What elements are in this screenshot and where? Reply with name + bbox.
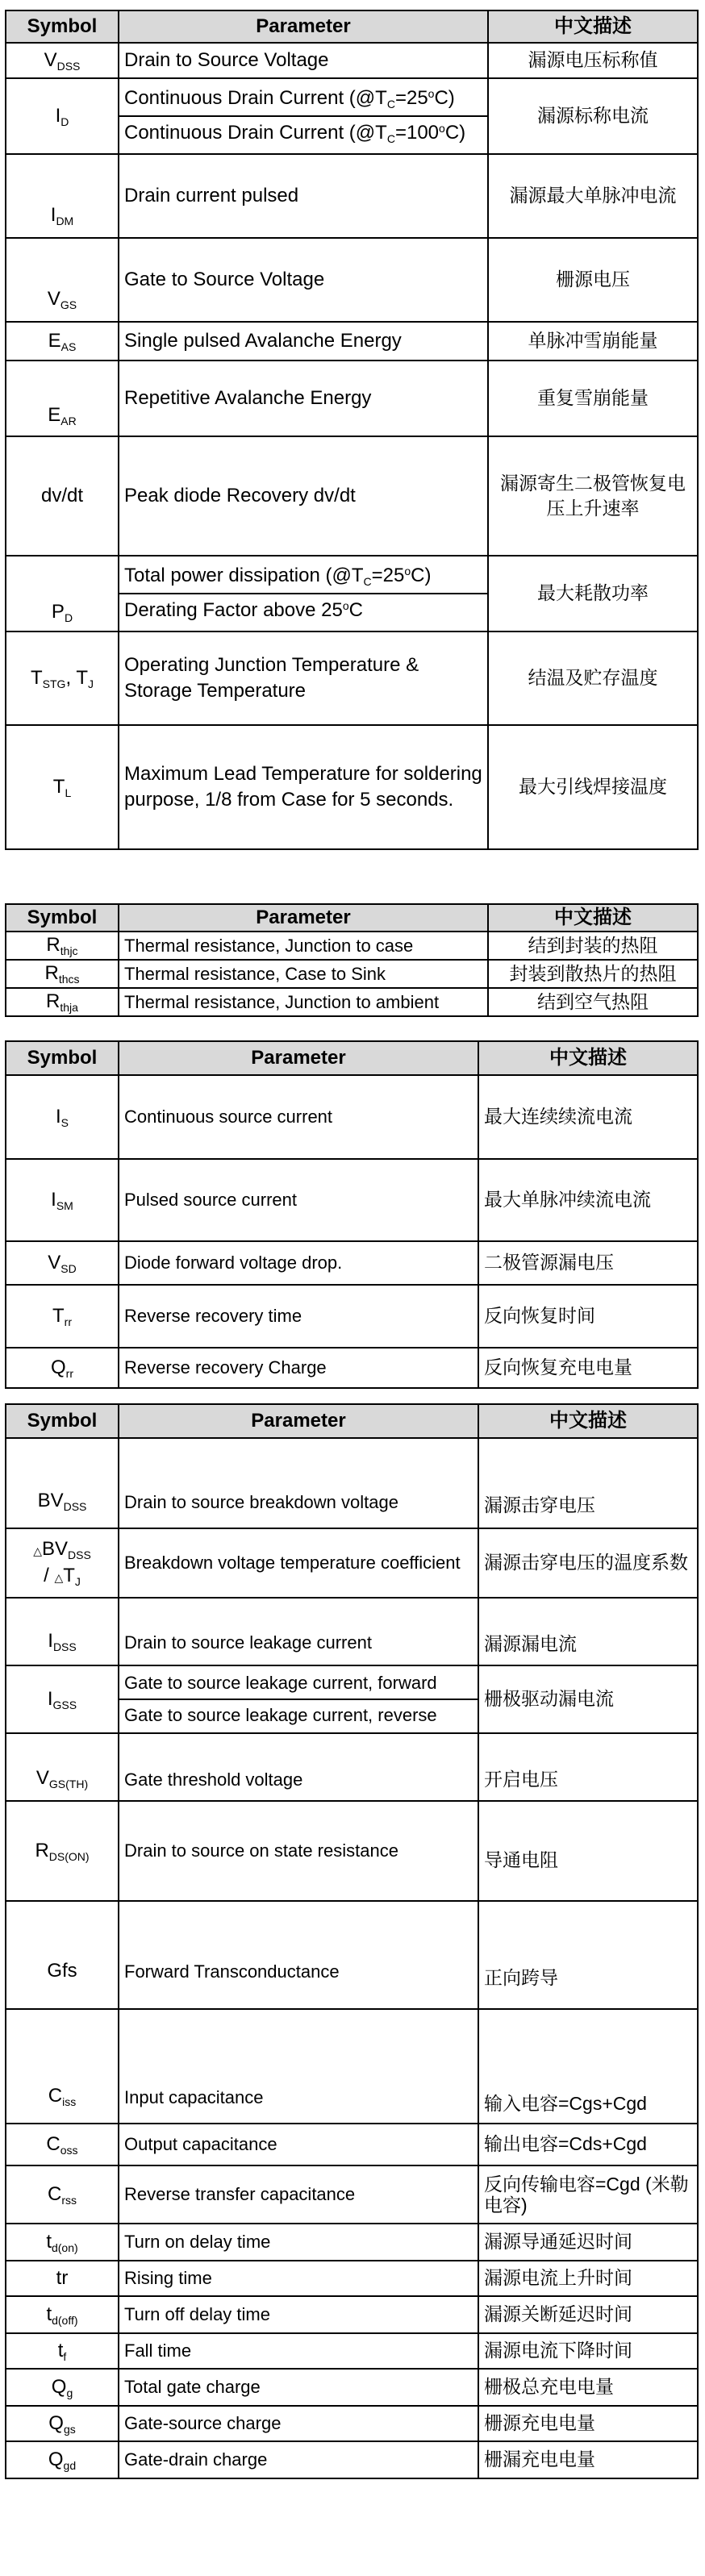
parameter-line: Continuous Drain Current $(@T_C=25^oC)$ bbox=[124, 87, 455, 111]
table-row bbox=[6, 1241, 698, 1285]
header-parameter: Parameter bbox=[119, 1041, 478, 1075]
parameter-cell: Operating Junction Temperature & Storage Temperature bbox=[119, 631, 488, 725]
parameter-line: Total power dissipation $(@T_C=25^oC)$ bbox=[124, 565, 432, 589]
parameter-cell: Drain to source leakage current bbox=[119, 1598, 478, 1665]
chinese-cell: 漏源电流下降时间 bbox=[478, 2333, 698, 2369]
symbol-cell: $C_{iss}$ bbox=[6, 2009, 119, 2124]
chinese-cell: 导通电阻 bbox=[478, 1801, 698, 1901]
parameter-cell: Drain to source breakdown voltage bbox=[119, 1438, 478, 1528]
table-row bbox=[6, 322, 698, 361]
table-row bbox=[6, 436, 698, 556]
electrical-table bbox=[5, 1403, 699, 2479]
symbol-cell: $Q_{gd}$ bbox=[6, 2441, 119, 2478]
parameter-line: Gate to source leakage current, reverse bbox=[119, 1699, 478, 1731]
parameter-cell: Gate to Source Voltage bbox=[119, 238, 488, 322]
symbol-cell: $C_{rss}$ bbox=[6, 2165, 119, 2224]
chinese-cell: 漏源关断延迟时间 bbox=[478, 2296, 698, 2333]
parameter-cell: Forward Transconductance bbox=[119, 1901, 478, 2009]
chinese-cell: 结到封装的热阻 bbox=[488, 932, 698, 960]
table-row bbox=[6, 1348, 698, 1388]
chinese-cell: 最大连续续流电流 bbox=[478, 1075, 698, 1159]
header-symbol: Symbol bbox=[6, 1404, 119, 1438]
header-chinese: 中文描述 bbox=[488, 904, 698, 932]
table-row bbox=[6, 960, 698, 988]
chinese-cell: 结到空气热阻 bbox=[488, 988, 698, 1016]
parameter-cell bbox=[119, 556, 488, 631]
parameter-cell: Diode forward voltage drop. bbox=[119, 1241, 478, 1285]
symbol-cell: $I_{DSS}$ bbox=[6, 1598, 119, 1665]
parameter-cell: Thermal resistance, Junction to ambient bbox=[119, 988, 488, 1016]
table-header-row bbox=[6, 1041, 698, 1075]
symbol-cell: tr bbox=[6, 2261, 119, 2296]
symbol-cell: Gfs bbox=[6, 1901, 119, 2009]
header-parameter: Parameter bbox=[119, 1404, 478, 1438]
chinese-cell: 栅源充电电量 bbox=[478, 2406, 698, 2441]
chinese-cell: 开启电压 bbox=[478, 1733, 698, 1801]
table-row bbox=[6, 2009, 698, 2124]
table-row bbox=[6, 631, 698, 725]
table-row bbox=[6, 1598, 698, 1665]
parameter-cell bbox=[119, 1665, 478, 1733]
symbol-cell: $I_{DM}$ bbox=[6, 154, 119, 238]
chinese-cell: 漏源击穿电压的温度系数 bbox=[478, 1528, 698, 1598]
chinese-cell: 漏源标称电流 bbox=[488, 78, 698, 154]
parameter-line: Derating Factor above 25$^o$C bbox=[119, 593, 487, 627]
header-parameter: Parameter bbox=[119, 10, 488, 43]
header-symbol: Symbol bbox=[6, 904, 119, 932]
parameter-cell: Turn on delay time bbox=[119, 2224, 478, 2261]
chinese-cell: 漏源寄生二极管恢复电压上升速率 bbox=[488, 436, 698, 556]
chinese-cell: 最大耗散功率 bbox=[488, 556, 698, 631]
table-row bbox=[6, 361, 698, 436]
chinese-cell: 漏源电流上升时间 bbox=[478, 2261, 698, 2296]
table-row bbox=[6, 2441, 698, 2478]
parameter-cell: Gate threshold voltage bbox=[119, 1733, 478, 1801]
chinese-cell: 重复雪崩能量 bbox=[488, 361, 698, 436]
parameter-cell: Breakdown voltage temperature coefficient bbox=[119, 1528, 478, 1598]
symbol-cell: $I_{SM}$ bbox=[6, 1159, 119, 1241]
chinese-cell: 漏源漏电流 bbox=[478, 1598, 698, 1665]
chinese-cell: 最大引线焊接温度 bbox=[488, 725, 698, 849]
symbol-cell: $P_D$ bbox=[6, 556, 119, 631]
table-row bbox=[6, 2124, 698, 2165]
symbol-cell: $R_{DS(ON)}$ bbox=[6, 1801, 119, 1901]
parameter-cell: Drain to source on state resistance bbox=[119, 1801, 478, 1901]
parameter-cell: Peak diode Recovery dv/dt bbox=[119, 436, 488, 556]
table-row bbox=[6, 2261, 698, 2296]
thermal-table bbox=[5, 903, 699, 1017]
parameter-cell bbox=[119, 78, 488, 154]
header-chinese: 中文描述 bbox=[478, 1041, 698, 1075]
parameter-cell: Rising time bbox=[119, 2261, 478, 2296]
table-row bbox=[6, 154, 698, 238]
parameter-cell: Pulsed source current bbox=[119, 1159, 478, 1241]
chinese-cell: 漏源导通延迟时间 bbox=[478, 2224, 698, 2261]
parameter-cell: Input capacitance bbox=[119, 2009, 478, 2124]
symbol-cell: $BV_{DSS}$ bbox=[6, 1438, 119, 1528]
table-row bbox=[6, 725, 698, 849]
parameter-cell: Drain current pulsed bbox=[119, 154, 488, 238]
chinese-cell: 栅极总充电电量 bbox=[478, 2369, 698, 2406]
symbol-cell: $t_{d(off)}$ bbox=[6, 2296, 119, 2333]
table-row bbox=[6, 1075, 698, 1159]
symbol-cell: $T_{STG}$, $T_J$ bbox=[6, 631, 119, 725]
parameter-cell: Fall time bbox=[119, 2333, 478, 2369]
chinese-cell: 封装到散热片的热阻 bbox=[488, 960, 698, 988]
chinese-cell: 输出电容=Cds+Cgd bbox=[478, 2124, 698, 2165]
symbol-cell: $Q_g$ bbox=[6, 2369, 119, 2406]
table-row bbox=[6, 43, 698, 78]
table-row bbox=[6, 556, 698, 631]
symbol-cell: $R_{thjc}$ bbox=[6, 932, 119, 960]
chinese-cell: 最大单脉冲续流电流 bbox=[478, 1159, 698, 1241]
table-row bbox=[6, 1665, 698, 1733]
parameter-cell: Total gate charge bbox=[119, 2369, 478, 2406]
symbol-cell: $C_{oss}$ bbox=[6, 2124, 119, 2165]
table-row bbox=[6, 2406, 698, 2441]
parameter-cell: Single pulsed Avalanche Energy bbox=[119, 322, 488, 361]
symbol-cell: $E_{AS}$ bbox=[6, 322, 119, 361]
parameter-cell: Turn off delay time bbox=[119, 2296, 478, 2333]
parameter-cell: Reverse recovery Charge bbox=[119, 1348, 478, 1388]
table-row bbox=[6, 1528, 698, 1598]
header-symbol: Symbol bbox=[6, 1041, 119, 1075]
header-parameter: Parameter bbox=[119, 904, 488, 932]
symbol-cell: $Q_{gs}$ bbox=[6, 2406, 119, 2441]
table-row bbox=[6, 2296, 698, 2333]
symbol-cell: $I_S$ bbox=[6, 1075, 119, 1159]
symbol-cell: $E_{AR}$ bbox=[6, 361, 119, 436]
parameter-cell: Thermal resistance, Case to Sink bbox=[119, 960, 488, 988]
symbol-cell: $\triangle BV_{DSS}$ / $\triangle T_J$ bbox=[6, 1528, 119, 1598]
symbol-cell: $R_{thcs}$ bbox=[6, 960, 119, 988]
parameter-cell: Reverse transfer capacitance bbox=[119, 2165, 478, 2224]
symbol-cell: $R_{thja}$ bbox=[6, 988, 119, 1016]
chinese-cell: 栅漏充电电量 bbox=[478, 2441, 698, 2478]
chinese-cell: 反向恢复充电电量 bbox=[478, 1348, 698, 1388]
chinese-cell: 漏源电压标称值 bbox=[488, 43, 698, 78]
symbol-cell: dv/dt bbox=[6, 436, 119, 556]
chinese-cell: 漏源击穿电压 bbox=[478, 1438, 698, 1528]
absolute-ratings-table bbox=[5, 10, 699, 850]
parameter-line: Gate to source leakage current, forward bbox=[124, 1673, 437, 1694]
table-row bbox=[6, 1285, 698, 1348]
header-chinese: 中文描述 bbox=[478, 1404, 698, 1438]
symbol-cell: $V_{SD}$ bbox=[6, 1241, 119, 1285]
symbol-cell: $I_{GSS}$ bbox=[6, 1665, 119, 1733]
symbol-cell: $Q_{rr}$ bbox=[6, 1348, 119, 1388]
symbol-cell: $t_{d(on)}$ bbox=[6, 2224, 119, 2261]
table-row bbox=[6, 238, 698, 322]
parameter-cell: Repetitive Avalanche Energy bbox=[119, 361, 488, 436]
table-row bbox=[6, 2224, 698, 2261]
chinese-cell: 反向恢复时间 bbox=[478, 1285, 698, 1348]
table-row bbox=[6, 1438, 698, 1528]
header-chinese: 中文描述 bbox=[488, 10, 698, 43]
table-header-row bbox=[6, 10, 698, 43]
symbol-cell: $T_L$ bbox=[6, 725, 119, 849]
parameter-line: Continuous Drain Current $(@T_C=100^oC)$ bbox=[119, 115, 487, 150]
diode-table bbox=[5, 1040, 699, 1389]
symbol-cell: $T_{rr}$ bbox=[6, 1285, 119, 1348]
chinese-cell: 输入电容=Cgs+Cgd bbox=[478, 2009, 698, 2124]
table-row bbox=[6, 2333, 698, 2369]
table-row bbox=[6, 988, 698, 1016]
symbol-cell: $V_{GS(TH)}$ bbox=[6, 1733, 119, 1801]
parameter-cell: Gate-source charge bbox=[119, 2406, 478, 2441]
chinese-cell: 结温及贮存温度 bbox=[488, 631, 698, 725]
parameter-cell: Maximum Lead Temperature for soldering purpose, 1/8 from Case for 5 seconds. bbox=[119, 725, 488, 849]
symbol-cell: $V_{GS}$ bbox=[6, 238, 119, 322]
symbol-cell: $t_f$ bbox=[6, 2333, 119, 2369]
parameter-cell: Reverse recovery time bbox=[119, 1285, 478, 1348]
chinese-cell: 正向跨导 bbox=[478, 1901, 698, 2009]
table-row bbox=[6, 1733, 698, 1801]
parameter-cell: Continuous source current bbox=[119, 1075, 478, 1159]
parameter-cell: Output capacitance bbox=[119, 2124, 478, 2165]
chinese-cell: 栅极驱动漏电流 bbox=[478, 1665, 698, 1733]
header-symbol: Symbol bbox=[6, 10, 119, 43]
parameter-cell: Gate-drain charge bbox=[119, 2441, 478, 2478]
table-row bbox=[6, 78, 698, 154]
parameter-cell: Drain to Source Voltage bbox=[119, 43, 488, 78]
table-row bbox=[6, 2165, 698, 2224]
table-row bbox=[6, 1901, 698, 2009]
chinese-cell: 反向传输电容=Cgd (米勒电容) bbox=[478, 2165, 698, 2224]
chinese-cell: 栅源电压 bbox=[488, 238, 698, 322]
chinese-cell: 单脉冲雪崩能量 bbox=[488, 322, 698, 361]
table-row bbox=[6, 1801, 698, 1901]
parameter-cell: Thermal resistance, Junction to case bbox=[119, 932, 488, 960]
table-row bbox=[6, 1159, 698, 1241]
table-header-row bbox=[6, 1404, 698, 1438]
symbol-cell: $V_{DSS}$ bbox=[6, 43, 119, 78]
chinese-cell: 二极管源漏电压 bbox=[478, 1241, 698, 1285]
chinese-cell: 漏源最大单脉冲电流 bbox=[488, 154, 698, 238]
symbol-cell: $I_D$ bbox=[6, 78, 119, 154]
table-row bbox=[6, 2369, 698, 2406]
table-header-row bbox=[6, 904, 698, 932]
table-row bbox=[6, 932, 698, 960]
